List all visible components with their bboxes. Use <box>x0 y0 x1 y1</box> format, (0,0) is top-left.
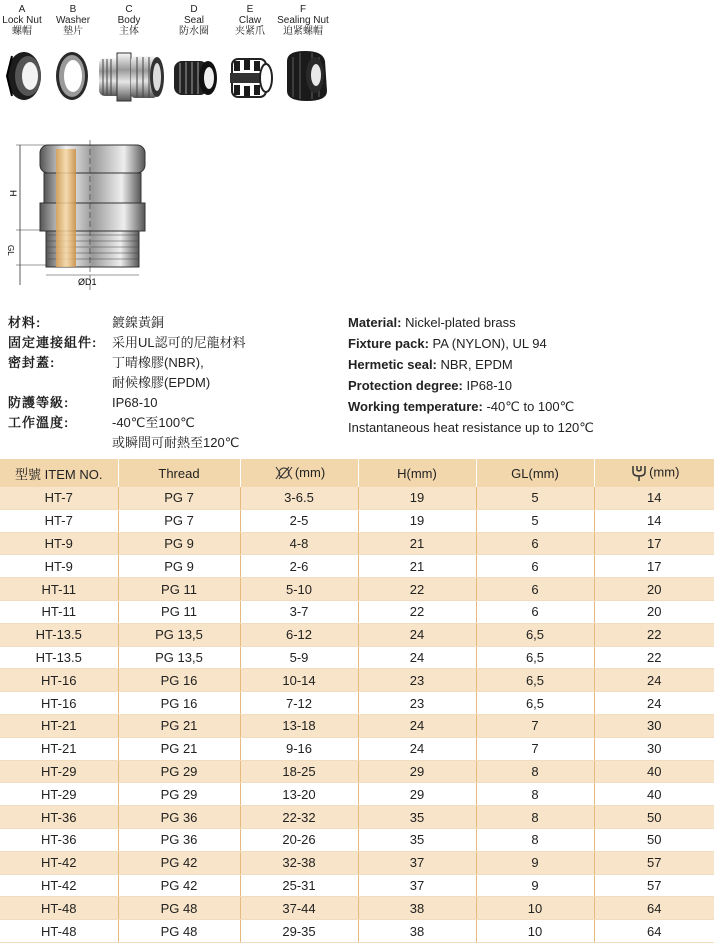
table-cell: 14 <box>594 509 714 532</box>
sealing-nut-icon <box>283 47 331 105</box>
table-cell: 30 <box>594 737 714 760</box>
header-gl: GL(mm) <box>476 459 594 487</box>
table-cell: 6,5 <box>476 669 594 692</box>
table-row <box>0 532 714 555</box>
header-cable-range <box>240 459 358 487</box>
table-cell: PG 48 <box>118 920 240 943</box>
spec-english <box>348 312 594 438</box>
table-cell: 40 <box>594 760 714 783</box>
body-icon <box>97 50 165 104</box>
table-row <box>0 737 714 760</box>
table-cell: 3-6.5 <box>240 487 358 509</box>
table-cell: 24 <box>358 737 476 760</box>
table-cell: 21 <box>358 532 476 555</box>
table-cell: HT-42 <box>0 851 118 874</box>
table-cell: 19 <box>358 487 476 509</box>
table-cell: PG 11 <box>118 578 240 601</box>
spec-zh-value: 或瞬間可耐熱至120℃ <box>112 435 240 450</box>
table-cell: 24 <box>594 669 714 692</box>
table-cell: PG 21 <box>118 714 240 737</box>
table-cell: 24 <box>358 623 476 646</box>
table-cell: 23 <box>358 669 476 692</box>
table-cell: 9 <box>476 874 594 897</box>
table-row <box>0 760 714 783</box>
table-cell: HT-7 <box>0 509 118 532</box>
table-cell: PG 29 <box>118 760 240 783</box>
spec-en-value: IP68-10 <box>462 378 513 393</box>
table-cell: 37 <box>358 874 476 897</box>
table-cell: PG 16 <box>118 692 240 715</box>
table-cell: 8 <box>476 828 594 851</box>
table-cell: 37 <box>358 851 476 874</box>
table-cell: 29 <box>358 760 476 783</box>
part-c-label: C Body 主体 <box>117 4 141 37</box>
table-cell: 50 <box>594 828 714 851</box>
table-cell: 64 <box>594 920 714 943</box>
spec-zh-key: 工作溫度: <box>8 415 70 430</box>
table-cell: HT-13.5 <box>0 646 118 669</box>
header-item-no: 型號 ITEM NO. <box>0 459 118 487</box>
table-cell: HT-29 <box>0 760 118 783</box>
spec-zh-value: 鍍鎳黃銅 <box>112 315 165 330</box>
table-cell: 9 <box>476 851 594 874</box>
table-body <box>0 487 714 942</box>
table-cell: 7 <box>476 737 594 760</box>
part-e-label: E Claw 夹紧爪 <box>235 4 265 37</box>
label-gl: GL <box>6 245 15 256</box>
table-cell: HT-36 <box>0 828 118 851</box>
table-cell: 38 <box>358 897 476 920</box>
spec-en-key: Material: <box>348 315 402 330</box>
spec-zh-key: 固定連接組件: <box>8 335 98 350</box>
table-row <box>0 646 714 669</box>
table-cell: 22 <box>358 600 476 623</box>
table-cell: 8 <box>476 783 594 806</box>
table-row <box>0 828 714 851</box>
table-cell: 5-10 <box>240 578 358 601</box>
part-f-label: F Sealing Nut 迫紧螺帽 <box>277 4 329 37</box>
table-row <box>0 806 714 829</box>
part-d-label: D Seal 防水圈 <box>179 4 209 37</box>
table-cell: PG 7 <box>118 509 240 532</box>
table-cell: PG 9 <box>118 555 240 578</box>
table-row <box>0 509 714 532</box>
spec-zh-key <box>8 373 112 393</box>
table-cell: 35 <box>358 828 476 851</box>
table-cell: 6,5 <box>476 692 594 715</box>
table-cell: 20-26 <box>240 828 358 851</box>
spec-zh-value: -40℃至100℃ <box>112 415 195 430</box>
table-header-row <box>0 459 714 487</box>
claw-icon <box>226 55 276 101</box>
table-cell: 23 <box>358 692 476 715</box>
table-cell: 6,5 <box>476 646 594 669</box>
lock-nut-icon <box>4 50 49 102</box>
table-cell: 30 <box>594 714 714 737</box>
table-cell: HT-7 <box>0 487 118 509</box>
table-cell: 10 <box>476 920 594 943</box>
table-cell: 10-14 <box>240 669 358 692</box>
table-cell: HT-9 <box>0 555 118 578</box>
table-cell: PG 48 <box>118 897 240 920</box>
table-cell: HT-21 <box>0 737 118 760</box>
table-cell: HT-16 <box>0 692 118 715</box>
spec-zh-value: 采用UL認可的尼龍材料 <box>112 335 246 350</box>
table-row <box>0 851 714 874</box>
table-cell: PG 42 <box>118 851 240 874</box>
parts-strip <box>0 0 714 130</box>
spec-table <box>0 459 714 943</box>
table-cell: HT-11 <box>0 578 118 601</box>
spec-zh-value: IP68-10 <box>112 395 158 410</box>
table-cell: 9-16 <box>240 737 358 760</box>
table-cell: 22-32 <box>240 806 358 829</box>
table-cell: HT-29 <box>0 783 118 806</box>
part-a-label: A Lock Nut 螺帽 <box>2 4 42 37</box>
table-cell: HT-48 <box>0 920 118 943</box>
table-cell: 50 <box>594 806 714 829</box>
table-row <box>0 555 714 578</box>
table-cell: 19 <box>358 509 476 532</box>
table-cell: 18-25 <box>240 760 358 783</box>
table-cell: 22 <box>594 623 714 646</box>
table-cell: 21 <box>358 555 476 578</box>
table-cell: 6 <box>476 532 594 555</box>
table-cell: 20 <box>594 578 714 601</box>
table-cell: 20 <box>594 600 714 623</box>
table-cell: 5 <box>476 509 594 532</box>
cross-section-drawing <box>0 135 200 295</box>
table-cell: 25-31 <box>240 874 358 897</box>
table-row <box>0 600 714 623</box>
table-cell: PG 13,5 <box>118 646 240 669</box>
table-cell: 57 <box>594 851 714 874</box>
part-b-label: B Washer 墊片 <box>55 4 91 37</box>
table-cell: PG 11 <box>118 600 240 623</box>
table-cell: 13-18 <box>240 714 358 737</box>
header-thread: Thread <box>118 459 240 487</box>
table-cell: 8 <box>476 760 594 783</box>
table-row <box>0 920 714 943</box>
spec-zh-value: 丁晴橡膠(NBR), <box>112 355 204 370</box>
table-cell: HT-13.5 <box>0 623 118 646</box>
table-cell: PG 36 <box>118 828 240 851</box>
spec-chinese <box>8 313 312 453</box>
header-wrench-unit: (mm) <box>649 464 680 480</box>
header-h: H(mm) <box>358 459 476 487</box>
table-cell: HT-16 <box>0 669 118 692</box>
table-row <box>0 578 714 601</box>
table-cell: HT-21 <box>0 714 118 737</box>
spec-zh-key <box>8 433 112 453</box>
washer-icon <box>52 50 92 102</box>
table-cell: 10 <box>476 897 594 920</box>
table-cell: HT-11 <box>0 600 118 623</box>
table-cell: 5 <box>476 487 594 509</box>
table-cell: 6-12 <box>240 623 358 646</box>
table-cell: 22 <box>358 578 476 601</box>
table-cell: 6 <box>476 555 594 578</box>
table-row <box>0 874 714 897</box>
table-cell: HT-36 <box>0 806 118 829</box>
table-cell: 8 <box>476 806 594 829</box>
table-cell: HT-42 <box>0 874 118 897</box>
table-cell: 57 <box>594 874 714 897</box>
table-cell: 6,5 <box>476 623 594 646</box>
table-cell: 64 <box>594 897 714 920</box>
table-cell: PG 42 <box>118 874 240 897</box>
table-row <box>0 692 714 715</box>
wrench-icon <box>629 464 649 482</box>
table-cell: 3-7 <box>240 600 358 623</box>
table-cell: 35 <box>358 806 476 829</box>
spec-en-value: Instantaneous heat resistance up to 120℃ <box>348 420 594 435</box>
label-h: H <box>8 190 18 197</box>
table-cell: 2-6 <box>240 555 358 578</box>
header-wrench <box>594 459 714 487</box>
table-cell: 24 <box>594 692 714 715</box>
spec-en-key: Hermetic seal: <box>348 357 437 372</box>
header-cable-range-unit: (mm) <box>294 464 326 480</box>
table-cell: PG 7 <box>118 487 240 509</box>
seal-icon <box>170 55 220 101</box>
spec-zh-value: 耐候橡膠(EPDM) <box>112 375 211 390</box>
table-cell: 7-12 <box>240 692 358 715</box>
table-cell: 13-20 <box>240 783 358 806</box>
spec-en-key: Fixture pack: <box>348 336 429 351</box>
table-cell: 24 <box>358 714 476 737</box>
table-cell: 17 <box>594 532 714 555</box>
spec-en-value: Nickel-plated brass <box>401 315 516 330</box>
table-cell: HT-9 <box>0 532 118 555</box>
table-cell: 7 <box>476 714 594 737</box>
table-cell: PG 13,5 <box>118 623 240 646</box>
spec-en-key: Protection degree: <box>348 378 463 393</box>
cable-diameter-icon <box>273 465 295 481</box>
table-cell: 6 <box>476 600 594 623</box>
table-cell: 32-38 <box>240 851 358 874</box>
table-row <box>0 487 714 509</box>
table-cell: PG 16 <box>118 669 240 692</box>
spec-en-key: Working temperature: <box>348 399 483 414</box>
table-cell: 24 <box>358 646 476 669</box>
table-cell: 40 <box>594 783 714 806</box>
table-row <box>0 783 714 806</box>
table-cell: 38 <box>358 920 476 943</box>
table-cell: PG 29 <box>118 783 240 806</box>
table-cell: 5-9 <box>240 646 358 669</box>
table-cell: 29 <box>358 783 476 806</box>
table-cell: 6 <box>476 578 594 601</box>
table-cell: HT-48 <box>0 897 118 920</box>
spec-en-value: -40℃ to 100℃ <box>482 399 575 414</box>
table-row <box>0 669 714 692</box>
table-row <box>0 897 714 920</box>
table-cell: 29-35 <box>240 920 358 943</box>
table-cell: 37-44 <box>240 897 358 920</box>
table-cell: 2-5 <box>240 509 358 532</box>
table-cell: 4-8 <box>240 532 358 555</box>
spec-en-value: NBR, EPDM <box>436 357 513 372</box>
spec-zh-key: 材料: <box>8 315 42 330</box>
spec-en-value: PA (NYLON), UL 94 <box>428 336 547 351</box>
table-row <box>0 623 714 646</box>
spec-zh-key: 防護等級: <box>8 395 70 410</box>
table-cell: 22 <box>594 646 714 669</box>
table-row <box>0 714 714 737</box>
table-cell: PG 36 <box>118 806 240 829</box>
label-d1: ØD1 <box>78 277 97 287</box>
table-cell: PG 9 <box>118 532 240 555</box>
table-cell: PG 21 <box>118 737 240 760</box>
spec-zh-key: 密封蓋: <box>8 355 56 370</box>
table-cell: 17 <box>594 555 714 578</box>
table-cell: 14 <box>594 487 714 509</box>
